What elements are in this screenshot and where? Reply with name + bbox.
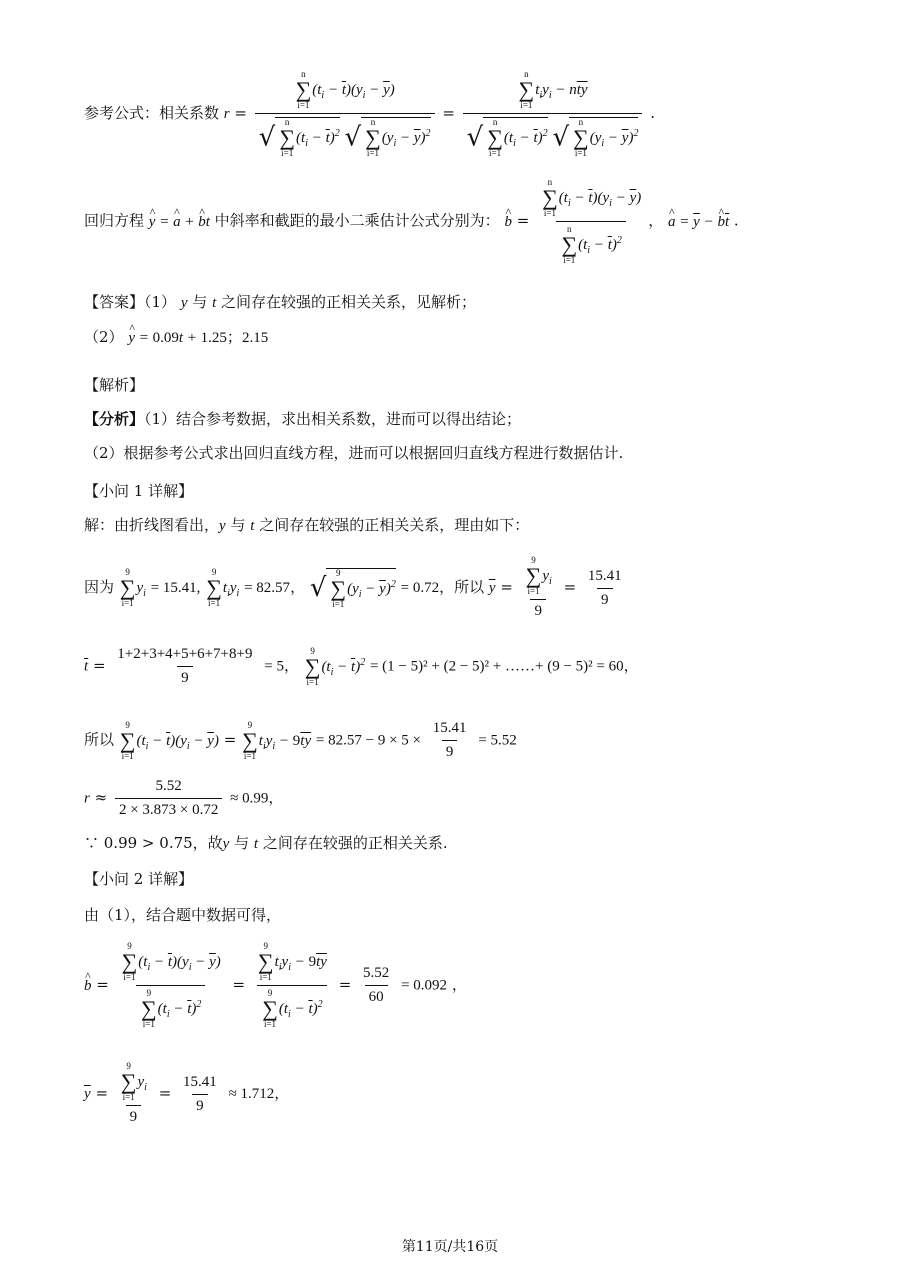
answer-line-2: （2） ^ y = 0.09t + 1.25；2.15 [84,326,268,347]
reg-prefix: 回归方程 [84,211,145,230]
answer-line-1: 【答案】（1） y 与 t 之间存在较强的正相关关系，见解析； [84,293,477,311]
regression-formula-line: 回归方程 ^ y = ^ a + ^ bt 中斜率和截距的最小二乘估计公式分别为： ^ b = n ∑ i=1 $(t_i - \overline{t})(y_i - \overline{y})$ n ∑ i=1 $(t_i - \overline{t})^2$ ， ^ $a = \overline{y}$ − ^ $b\overline{t}$ . [84,178,739,265]
answer-estimate: 2.15 [241,330,269,346]
q1-tbar-line: $\overline{t}$ = $\frac{1+2+3+4+5+6+7+8+9}{9}$ = 5， 9 ∑ i=1 $(t_i - \overline{t})^2 = (1 - 5)^2 + (2 - 5)^2$ + ……+ (9 − 5)² = 60， [84,645,639,687]
q1-r-line: r ≈ $\frac{5.52}{2 \times 3.873 \times 0.72}$ ≈ 0.99， [84,778,284,818]
q2-b-line: ^ b = 9 ∑ i=1 $(t_i - \overline{t})(y_i - \overline{y})$ 9 ∑ i=1 $(t_i - \overline{t})^2$ = 9 ∑ i=1 $t_iy_i - 9\overline{ty}$ 9 ∑ i=1 $(t_i - \overline{t})^2$ = $\frac{5.52}{60}$ = 0.092 ， [84,942,467,1029]
q2-ybar-line: $\overline{y}$ = 9 ∑ i=1 $y_i$ 9 = $\frac{15.41}{9}$ ≈ 1.712， [84,1061,290,1125]
r-formula-fraction-1: n ∑ i=1 $(t_i - \overline{t})(y_i - \overline{y})$ √ n ∑ i=1 $(t_i - \overline{t})^2$ √ n ∑ i=1 $(y_i - \overline{y})^2$ [255,70,435,158]
answer-label: 【答案】 [84,293,145,311]
b-formula-fraction: n ∑ i=1 $(t_i - \overline{t})(y_i - \overline{y})$ n ∑ i=1 $(t_i - \overline{t})^2$ [542,177,642,265]
q1-intro: 解：由折线图看出，y 与 t 之间存在较强的正相关关系，理由如下： [84,516,530,534]
reg-middle: 中斜率和截距的最小二乘估计公式分别为： [214,211,500,230]
q2-header: 【小问 2 详解】 [84,870,194,888]
period: . [650,104,656,122]
page-number: 第11页/共16页 [401,1239,499,1255]
ref-label: 参考公式：相关系数 [84,104,220,122]
q1-conclusion: ∵ 0.99 > 0.75，故y 与 t 之间存在较强的正相关关系. [84,834,448,852]
q1-sxy-line: 所以 9 ∑ i=1 $(t_i - \overline{t})(y_i - \overline{y})$ = 9 ∑ i=1 $t_iy_i - 9\overline{ty} = 82.57 - 9 \times 5$ × $\frac{15.41}{9}$ = 5.52 [84,719,517,761]
q1-header: 【小问 1 详解】 [84,482,194,500]
q2-intro: 由（1），结合题中数据可得， [84,906,282,924]
fenxi-line-2: （2）根据参考公式求出回归直线方程，进而可以根据回归直线方程进行数据估计. [84,444,624,462]
analysis-header: 【解析】 [84,376,145,394]
q1-given-data: 因为 9 ∑ i=1 $y_i = 15.41$, 9 ∑ i=1 $t_iy_i = 82.57$， √ 9 ∑ i=1 $(y_i - \overline{y})^2 = 0.72$，所以 $\overline{y}$ = 9 ∑ i=1 $y_i$ 9 = $\frac{15.41}{9}$ [84,555,622,619]
r-formula-fraction-2: n ∑ i=1 $t_iy_i - n\overline{ty}$ √ n ∑ i=1 $(t_i - \overline{t})^2$ √ n ∑ i=1 $(y_i - \overline{y})^2$ [463,70,643,158]
ref-formula-line: 参考公式：相关系数 r = n ∑ i=1 $(t_i - \overline{t})(y_i - \overline{y})$ √ n ∑ i=1 $(t_i - \overline{t})^2$ √ n ∑ i=1 $(y_i - \overline{y})^2$ = n ∑ i=1 $t_iy_i - n\overline{ty}$ √ n ∑ i=1 $(t_i - \overline{t})^2$ √ n ∑ i=1 $(y_i - \overline{y})^2$ . [84,69,656,158]
fenxi-line-1: 【分析】（1）结合参考数据，求出相关系数，进而可以得出结论； [84,410,522,428]
